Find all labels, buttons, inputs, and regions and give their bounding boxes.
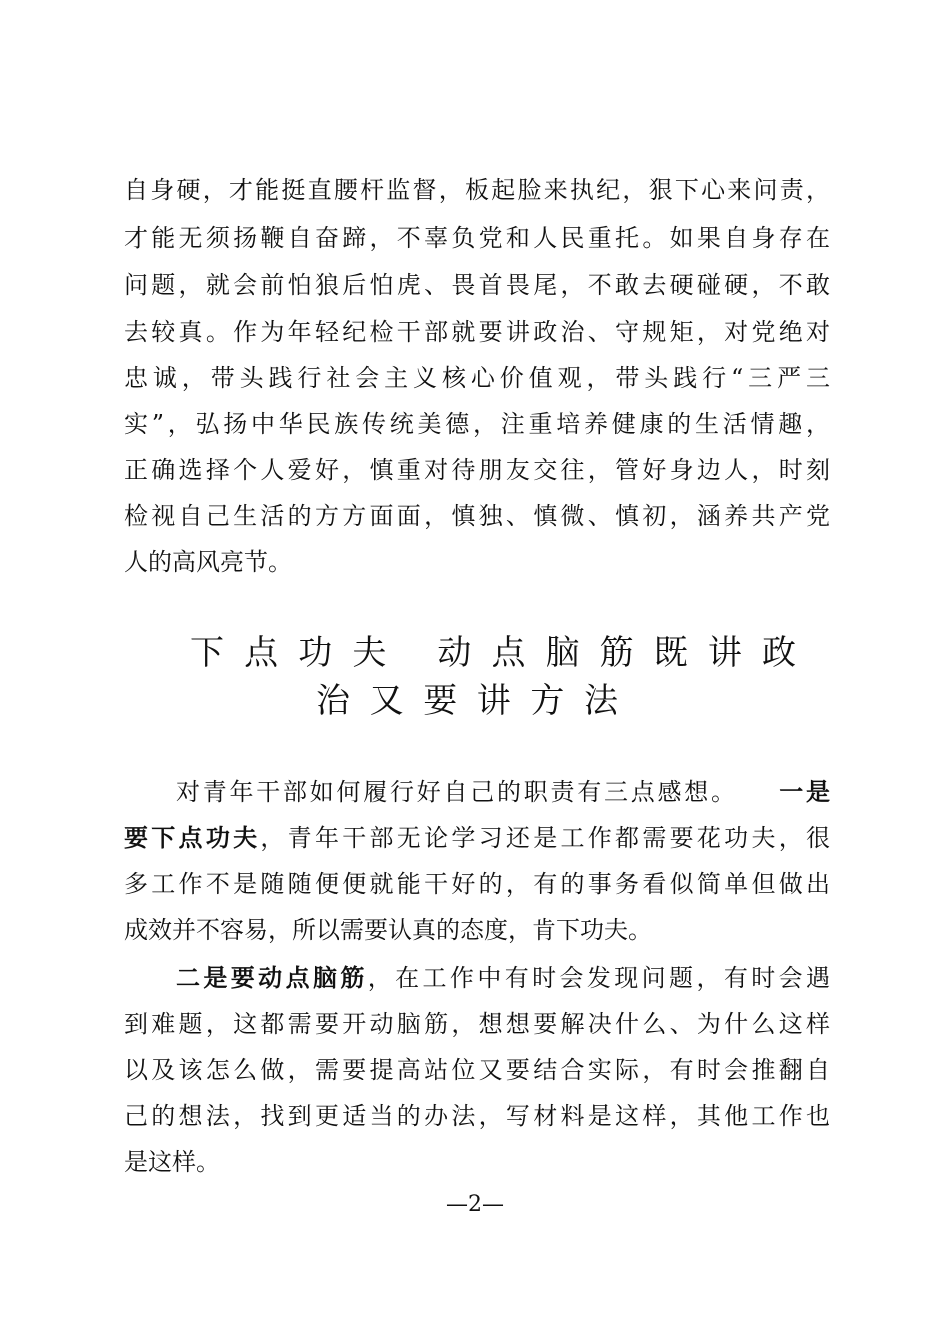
para1-line-4: 去较真。作为年轻纪检干部就要讲政治、守规矩，对党绝对: [124, 318, 830, 346]
para1-line-7: 正确选择个人爱好，慎重对待朋友交往，管好身边人，时刻: [124, 456, 830, 484]
para3-line-5: 是这样。: [124, 1148, 220, 1176]
para2-line-2: [124, 818, 830, 858]
para2-line-3: 多工作不是随随便便就能干好的，有的事务看似简单但做出: [124, 870, 830, 898]
para2-line2-text: ，青年干部无论学习还是工作都需要花功夫，很: [260, 824, 831, 852]
para3-line-1: [176, 958, 830, 998]
para2-line1-text: 对青年干部如何履行好自己的职责有三点感想。: [176, 778, 726, 806]
page-number: —2—: [446, 1192, 504, 1217]
section-heading-line-2: 治又要讲方法: [316, 681, 618, 721]
para1-line-9: 人的高风亮节。: [124, 548, 292, 576]
para1-line-6: 实”，弘扬中华民族传统美德，注重培养健康的生活情趣，: [124, 410, 830, 438]
para3-line-2: 到难题，这都需要开动脑筋，想想要解决什么、为什么这样: [124, 1010, 830, 1038]
para2-line-4: 成效并不容易，所以需要认真的态度，肯下功夫。: [124, 916, 652, 944]
para3-line1-text: ，在工作中有时会发现问题，有时会遇: [367, 964, 831, 992]
para3-line1-bold: 二是要动点脑筋: [176, 963, 368, 992]
para3-line-3: 以及该怎么做，需要提高站位又要结合实际，有时会推翻自: [124, 1056, 830, 1084]
para2-line2-bold: 要下点功夫: [124, 823, 261, 852]
para3-line-4: 己的想法，找到更适当的办法，写材料是这样，其他工作也: [124, 1102, 830, 1130]
para1-line-2: 才能无须扬鞭自奋蹄，不辜负党和人民重托。如果自身存在: [124, 224, 830, 252]
para2-line1-bold: 一是: [779, 777, 830, 806]
para2-line-1: [176, 772, 830, 812]
para1-line-3: 问题，就会前怕狼后怕虎、畏首畏尾，不敢去硬碰硬，不敢: [124, 271, 830, 299]
para1-line-5: 忠诚，带头践行社会主义核心价值观，带头践行“三严三: [124, 364, 830, 392]
para1-line-8: 检视自己生活的方方面面，慎独、慎微、慎初，涵养共产党: [124, 502, 830, 530]
section-heading-line-1: 下点功夫 动点脑筋既讲政: [190, 633, 796, 673]
para1-line-1: 自身硬，才能挺直腰杆监督，板起脸来执纪，狠下心来问责，: [124, 176, 830, 204]
